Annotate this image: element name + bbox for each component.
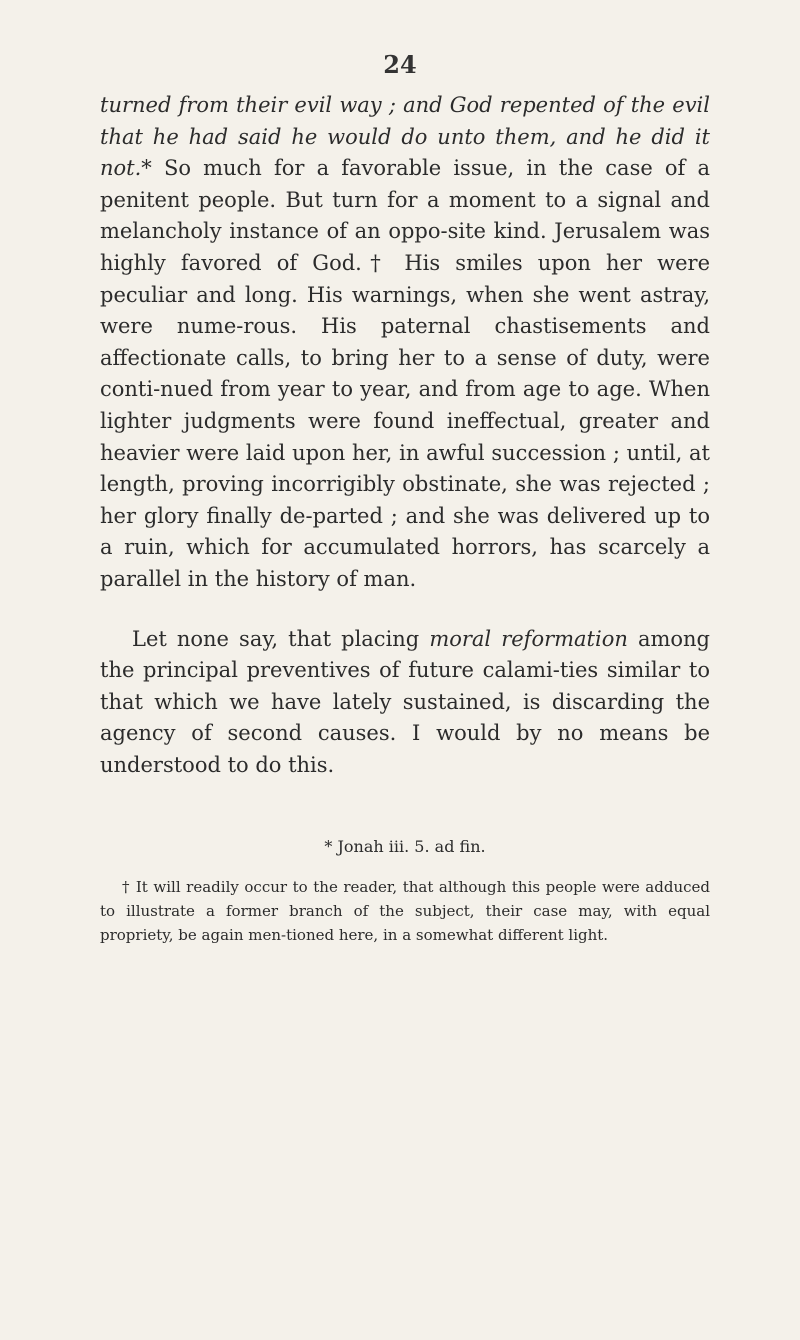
footnote-1: * Jonah iii. 5. ad fin.	[324, 837, 486, 856]
page-number: 24	[383, 50, 417, 79]
paragraph-2-text-a: Let none say, that placing	[132, 626, 430, 651]
footnote-marker-1: *	[141, 156, 152, 181]
paragraph-1-text-a: So much for a favorable issue, in the case of a penitent people. But turn for a moment to a signal and melancholy instance of an oppo-site kind. Jerusalem was highly favored of God.	[100, 156, 710, 275]
footnotes	[100, 835, 710, 947]
footnote-marker-2: †	[361, 250, 390, 275]
italic-scripture-quote: turned from their evil way ; and God repented of the evil that he had said he would do unto them, and he did it not.	[100, 93, 710, 181]
paragraph-2-text-b: among the principal preventives of future calami-ties similar to that which we have lately sustained, is discarding the agency of second causes. I would by no means be understood to do this.	[100, 626, 710, 777]
paragraph-2	[100, 624, 710, 782]
body-text	[100, 90, 710, 781]
paragraph-1	[100, 90, 710, 596]
italic-phrase: moral reformation	[429, 626, 628, 651]
footnote-2: † It will readily occur to the reader, that although this people were adduced to illustrate a former branch of the subject, their case may, with equal propriety, be again men-tioned here, in a somewhat different light.	[100, 878, 710, 944]
paragraph-1-text-b: His smiles upon her were peculiar and long. His warnings, when she went astray, were nume-rous. His paternal chastisements and affectionate calls, to bring her to a sense of duty, were conti-nued from year to year, and from age to age. When lighter judgments were found ineffectual, greater and heavier were laid upon her, in awful succession ; until, at length, proving incorrigibly obstinate, she was rejected ; her glory finally de-parted ; and she was delivered up to a ruin, which for accumulated horrors, has scarcely a parallel in the history of man.	[100, 250, 710, 591]
